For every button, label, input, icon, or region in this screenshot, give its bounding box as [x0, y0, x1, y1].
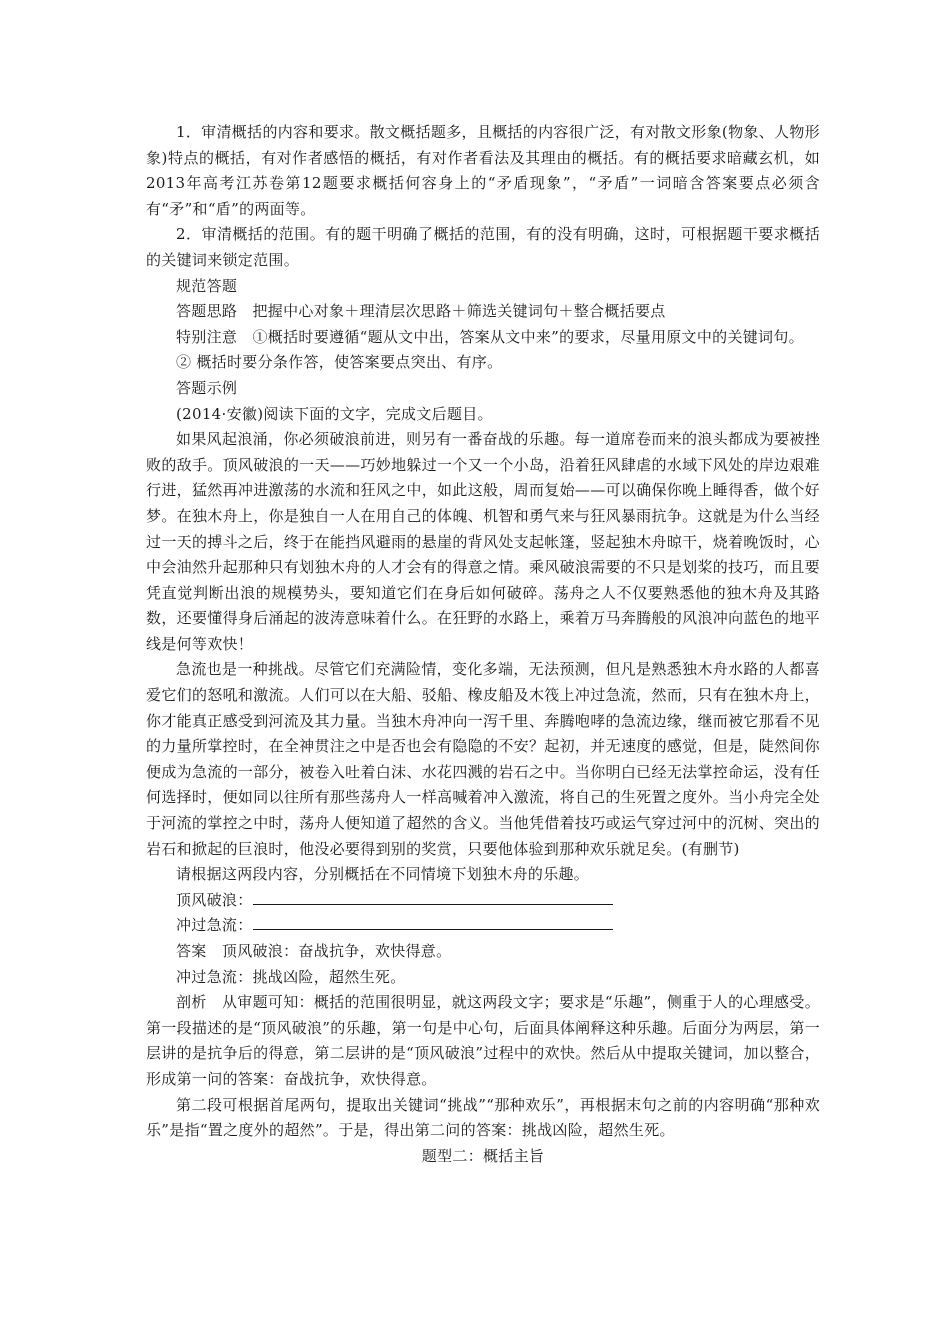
answer-line-two: 冲过急流：挑战凶险，超然生死。: [176, 967, 406, 986]
document-page: [146, 120, 820, 1169]
answer-blank-two: [146, 913, 820, 939]
paragraph-scope: 2．审清概括的范围。有的题干明确了概括的范围，有的没有明确，这时，可根据题干要求概括的关键词来锁定范围。: [146, 225, 820, 269]
analysis-paragraph-one: 剖析 从审题可知：概括的范围很明显，就这两段文字；要求是“乐趣”，侧重于人的心理感受。第一段描述的是“顶风破浪”的乐趣，第一句是中心句，后面具体阐释这种乐趣。后面分为两层，第一层讲的是抗争后的得意，第二层讲的是“顶风破浪”过程中的欢快。然后从中提取关键词，加以整合，形成第一问的答案：奋战抗争，欢快得意。: [146, 993, 820, 1088]
blank-line-two: [253, 915, 613, 930]
question-prompt: 请根据这两段内容，分别概括在不同情境下划独木舟的乐趣。: [176, 865, 590, 884]
paragraph-source: (2014·安徽)阅读下面的文字，完成文后题目。: [176, 404, 493, 423]
blank-line-one: [253, 890, 613, 905]
answer-line-one: 答案 顶风破浪：奋战抗争，欢快得意。: [176, 942, 452, 960]
paragraph-note-two: ② 概括时要分条作答，使答案要点突出、有序。: [176, 353, 503, 372]
answer-blank-one: [146, 888, 820, 914]
paragraph-answer-approach: 答题思路 把握中心对象＋理清层次思路＋筛选关键词句＋整合概括要点: [176, 302, 666, 321]
blank-label-one: 顶风破浪：: [176, 890, 253, 909]
section-label-answering: 规范答题: [176, 276, 238, 295]
section-label-example: 答题示例: [176, 378, 238, 397]
paragraph-content-requirements: 1．审清概括的内容和要求。散文概括题多，且概括的内容很广泛，有对散文形象(物象、人物形象)特点的概括，有对作者感悟的概括，有对作者看法及其理由的概括。有的概括要求暗藏玄机，如2013年高考江苏卷第12题要求概括何容身上的“矛盾现象”，“矛盾”一词暗含答案要点必须含有“矛”和“盾”的两面等。: [146, 123, 820, 218]
passage-paragraph-one: 如果风起浪涌，你必须破浪前进，则另有一番奋战的乐趣。每一道席卷而来的浪头都成为要被挫败的敌手。顶风破浪的一天——巧妙地躲过一个又一个小岛，沿着狂风肆虐的水域下风处的岸边艰难行进，猛然再冲进激荡的水流和狂风之中，如此这般，周而复始——可以确保你晚上睡得香，做个好梦。在独木舟上，你是独自一人在用自己的体魄、机智和勇气来与狂风暴雨抗争。这就是为什么当经过一天的搏斗之后，终于在能挡风避雨的悬崖的背风处支起帐篷，竖起独木舟晾干，烧着晚饭时，心中会油然升起那种只有划独木舟的人才会有的得意之情。乘风破浪需要的不只是划桨的技巧，而且要凭直觉判断出浪的规模势头，要知道它们在身后如何破碎。荡舟之人不仅要熟悉他的独木舟及其路数，还要懂得身后涌起的波涛意味着什么。在狂野的水路上，乘着万马奔腾般的风浪冲向蓝色的地平线是何等欢快！: [146, 430, 820, 653]
passage-paragraph-two: 急流也是一种挑战。尽管它们充满险情，变化多端，无法预测，但凡是熟悉独木舟水路的人都喜爱它们的怒吼和激流。人们可以在大船、驳船、橡皮船及木筏上冲过急流，然而，只有在独木舟上，你才能真正感受到河流及其力量。当独木舟冲向一泻千里、奔腾咆哮的急流边缘，继而被它那看不见的力量所掌控时，在全神贯注之中是否也会有隐隐的不安？起初，并无速度的感觉，但是，陡然间你便成为急流的一部分，被卷入吐着白沫、水花四溅的岩石之中。当你明白已经无法掌控命运，没有任何选择时，便如同以往所有那些荡舟人一样高喊着冲入激流，将自己的生死置之度外。当小舟完全处于河流的掌控之中时，荡舟人便知道了超然的含义。当他凭借着技巧或运气穿过河中的沉树、突出的岩石和掀起的巨浪时，他没必要得到别的奖赏，只要他体验到那种欢乐就足矣。(有删节): [146, 660, 820, 858]
blank-label-two: 冲过急流：: [176, 916, 253, 935]
analysis-paragraph-two: 第二段可根据首尾两句，提取出关键词“挑战”“那种欢乐”，再根据末句之前的内容明确“那种欢乐”是指“置之度外的超然”。于是，得出第二问的答案：挑战凶险，超然生死。: [146, 1095, 820, 1140]
paragraph-special-note: 特别注意 ①概括时要遵循“题从文中出，答案从文中来”的要求，尽量用原文中的关键词句。: [176, 327, 804, 346]
section-heading: 题型二：概括主旨: [421, 1146, 545, 1165]
